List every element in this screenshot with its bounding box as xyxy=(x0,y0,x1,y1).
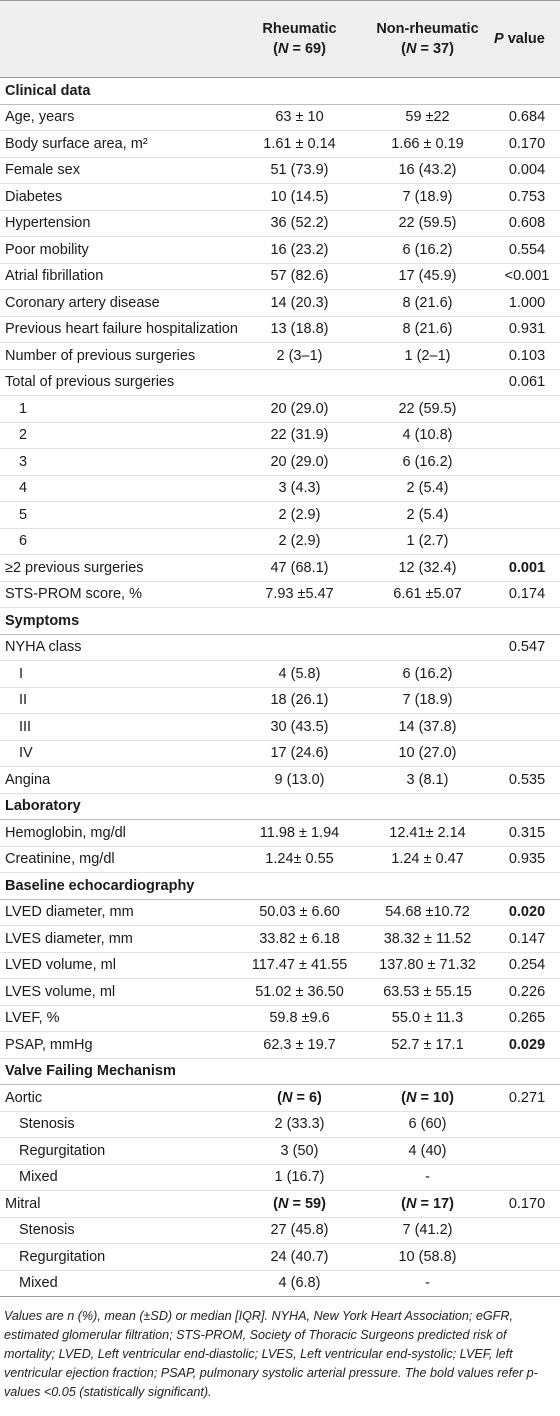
nonrheumatic-value: (N = 17) xyxy=(361,1191,494,1218)
table-row xyxy=(0,343,560,370)
table-row xyxy=(0,767,560,794)
p-value xyxy=(494,1111,560,1138)
rheumatic-value: 57 (82.6) xyxy=(238,263,361,290)
row-label: Atrial fibrillation xyxy=(0,263,238,290)
rheumatic-value: 11.98 ± 1.94 xyxy=(238,820,361,847)
rheumatic-value: 47 (68.1) xyxy=(238,555,361,582)
nonrheumatic-value: (N = 10) xyxy=(361,1085,494,1112)
p-value xyxy=(494,1138,560,1165)
p-value: 0.608 xyxy=(494,210,560,237)
row-label: IV xyxy=(0,740,238,767)
table-row xyxy=(0,926,560,953)
nonrheumatic-value: 6 (16.2) xyxy=(361,449,494,476)
p-value: <0.001 xyxy=(494,263,560,290)
p-value xyxy=(494,687,560,714)
rheumatic-value: 33.82 ± 6.18 xyxy=(238,926,361,953)
nonrheumatic-value: 1 (2–1) xyxy=(361,343,494,370)
p-value: 0.931 xyxy=(494,316,560,343)
p-value xyxy=(494,502,560,529)
p-value: 0.147 xyxy=(494,926,560,953)
rheumatic-value: 62.3 ± 19.7 xyxy=(238,1032,361,1059)
table-row xyxy=(0,422,560,449)
rheumatic-value: 30 (43.5) xyxy=(238,714,361,741)
row-label: Total of previous surgeries xyxy=(0,369,238,396)
p-value: 0.547 xyxy=(494,634,560,661)
p-value xyxy=(494,1244,560,1271)
nonrheumatic-value: 3 (8.1) xyxy=(361,767,494,794)
table-row xyxy=(0,1164,560,1191)
table-row xyxy=(0,475,560,502)
p-value xyxy=(494,740,560,767)
row-label: Stenosis xyxy=(0,1217,238,1244)
p-value xyxy=(494,1164,560,1191)
nonrheumatic-value: 8 (21.6) xyxy=(361,290,494,317)
nonrheumatic-value: 2 (5.4) xyxy=(361,475,494,502)
nonrheumatic-value: - xyxy=(361,1270,494,1297)
section-header-row xyxy=(0,873,560,900)
table-row xyxy=(0,952,560,979)
row-label: 3 xyxy=(0,449,238,476)
table-row xyxy=(0,1217,560,1244)
header-rheumatic xyxy=(238,1,361,78)
nonrheumatic-value: 10 (27.0) xyxy=(361,740,494,767)
rheumatic-value: 16 (23.2) xyxy=(238,237,361,264)
p-value: 0.170 xyxy=(494,1191,560,1218)
row-label: LVES volume, ml xyxy=(0,979,238,1006)
table-row xyxy=(0,846,560,873)
table-row xyxy=(0,714,560,741)
row-label: NYHA class xyxy=(0,634,238,661)
nonrheumatic-value: 4 (10.8) xyxy=(361,422,494,449)
header-rheumatic-n: (N = 69) xyxy=(273,41,326,57)
nonrheumatic-value: 14 (37.8) xyxy=(361,714,494,741)
nonrheumatic-value: 7 (41.2) xyxy=(361,1217,494,1244)
row-label: Hemoglobin, mg/dl xyxy=(0,820,238,847)
header-variable xyxy=(0,1,238,78)
p-value xyxy=(494,1217,560,1244)
table-row xyxy=(0,1138,560,1165)
p-value: 0.265 xyxy=(494,1005,560,1032)
row-label: LVES diameter, mm xyxy=(0,926,238,953)
row-label: Body surface area, m² xyxy=(0,131,238,158)
p-value: 0.170 xyxy=(494,131,560,158)
rheumatic-value: 59.8 ±9.6 xyxy=(238,1005,361,1032)
p-value xyxy=(494,449,560,476)
table-row xyxy=(0,581,560,608)
rheumatic-value: 24 (40.7) xyxy=(238,1244,361,1271)
p-value xyxy=(494,1270,560,1297)
nonrheumatic-value: 38.32 ± 11.52 xyxy=(361,926,494,953)
rheumatic-value: 117.47 ± 41.55 xyxy=(238,952,361,979)
rheumatic-value: 22 (31.9) xyxy=(238,422,361,449)
section-header-row xyxy=(0,793,560,820)
row-label: Poor mobility xyxy=(0,237,238,264)
section-title: Clinical data xyxy=(0,78,560,105)
rheumatic-value: 10 (14.5) xyxy=(238,184,361,211)
nonrheumatic-value xyxy=(361,369,494,396)
row-label: LVED volume, ml xyxy=(0,952,238,979)
rheumatic-value: (N = 59) xyxy=(238,1191,361,1218)
nonrheumatic-value: 4 (40) xyxy=(361,1138,494,1165)
row-label: Regurgitation xyxy=(0,1244,238,1271)
rheumatic-value: 63 ± 10 xyxy=(238,104,361,131)
nonrheumatic-value: 17 (45.9) xyxy=(361,263,494,290)
p-value: 1.000 xyxy=(494,290,560,317)
section-title: Valve Failing Mechanism xyxy=(0,1058,560,1085)
rheumatic-value: 20 (29.0) xyxy=(238,449,361,476)
row-label: Mixed xyxy=(0,1270,238,1297)
nonrheumatic-value: 59 ±22 xyxy=(361,104,494,131)
table-row xyxy=(0,555,560,582)
p-value: 0.103 xyxy=(494,343,560,370)
nonrheumatic-value: 54.68 ±10.72 xyxy=(361,899,494,926)
table-row xyxy=(0,316,560,343)
nonrheumatic-value: 6 (16.2) xyxy=(361,661,494,688)
table-row xyxy=(0,1111,560,1138)
table-row xyxy=(0,1191,560,1218)
rheumatic-value: 1 (16.7) xyxy=(238,1164,361,1191)
table-row xyxy=(0,131,560,158)
nonrheumatic-value: 6.61 ±5.07 xyxy=(361,581,494,608)
p-value: 0.004 xyxy=(494,157,560,184)
table-row xyxy=(0,369,560,396)
section-header-row xyxy=(0,608,560,635)
rheumatic-value: 1.24± 0.55 xyxy=(238,846,361,873)
nonrheumatic-value: 52.7 ± 17.1 xyxy=(361,1032,494,1059)
p-value xyxy=(494,396,560,423)
rheumatic-value: 27 (45.8) xyxy=(238,1217,361,1244)
p-value xyxy=(494,475,560,502)
nonrheumatic-value: 137.80 ± 71.32 xyxy=(361,952,494,979)
table-body xyxy=(0,78,560,1297)
rheumatic-value: 3 (4.3) xyxy=(238,475,361,502)
table-row xyxy=(0,979,560,1006)
nonrheumatic-value: 6 (60) xyxy=(361,1111,494,1138)
table-row xyxy=(0,210,560,237)
row-label: Regurgitation xyxy=(0,1138,238,1165)
rheumatic-value: 50.03 ± 6.60 xyxy=(238,899,361,926)
table-row xyxy=(0,1270,560,1297)
table-row xyxy=(0,1244,560,1271)
p-value xyxy=(494,661,560,688)
rheumatic-value: 20 (29.0) xyxy=(238,396,361,423)
table-row xyxy=(0,237,560,264)
nonrheumatic-value: 63.53 ± 55.15 xyxy=(361,979,494,1006)
table-row xyxy=(0,449,560,476)
rheumatic-value: 4 (6.8) xyxy=(238,1270,361,1297)
table-row xyxy=(0,502,560,529)
row-label: Hypertension xyxy=(0,210,238,237)
p-value: 0.535 xyxy=(494,767,560,794)
nonrheumatic-value: 10 (58.8) xyxy=(361,1244,494,1271)
section-title: Symptoms xyxy=(0,608,560,635)
table-row xyxy=(0,528,560,555)
table-row xyxy=(0,290,560,317)
nonrheumatic-value: 1 (2.7) xyxy=(361,528,494,555)
row-label: 5 xyxy=(0,502,238,529)
row-label: III xyxy=(0,714,238,741)
nonrheumatic-value: 22 (59.5) xyxy=(361,396,494,423)
rheumatic-value: 2 (33.3) xyxy=(238,1111,361,1138)
p-value: 0.174 xyxy=(494,581,560,608)
section-header-row xyxy=(0,1058,560,1085)
row-label: Diabetes xyxy=(0,184,238,211)
nonrheumatic-value: 12.41± 2.14 xyxy=(361,820,494,847)
nonrheumatic-value: 8 (21.6) xyxy=(361,316,494,343)
row-label: STS-PROM score, % xyxy=(0,581,238,608)
rheumatic-value: 14 (20.3) xyxy=(238,290,361,317)
row-label: Age, years xyxy=(0,104,238,131)
p-value: 0.935 xyxy=(494,846,560,873)
table-row xyxy=(0,740,560,767)
p-value: 0.271 xyxy=(494,1085,560,1112)
nonrheumatic-value: 12 (32.4) xyxy=(361,555,494,582)
table-row xyxy=(0,396,560,423)
header-rheumatic-label: Rheumatic xyxy=(262,21,337,37)
rheumatic-value: 2 (2.9) xyxy=(238,502,361,529)
table-row xyxy=(0,104,560,131)
row-label: Mitral xyxy=(0,1191,238,1218)
row-label: PSAP, mmHg xyxy=(0,1032,238,1059)
p-value: 0.753 xyxy=(494,184,560,211)
table-row xyxy=(0,1085,560,1112)
table-row xyxy=(0,1005,560,1032)
p-value: 0.684 xyxy=(494,104,560,131)
row-label: Coronary artery disease xyxy=(0,290,238,317)
header-p-value: P value xyxy=(494,1,560,78)
nonrheumatic-value: 1.66 ± 0.19 xyxy=(361,131,494,158)
p-value: 0.029 xyxy=(494,1032,560,1059)
p-value xyxy=(494,714,560,741)
nonrheumatic-value xyxy=(361,634,494,661)
table-row xyxy=(0,661,560,688)
section-header-row xyxy=(0,78,560,105)
nonrheumatic-value: 6 (16.2) xyxy=(361,237,494,264)
section-title: Baseline echocardiography xyxy=(0,873,560,900)
nonrheumatic-value: 7 (18.9) xyxy=(361,687,494,714)
row-label: Number of previous surgeries xyxy=(0,343,238,370)
rheumatic-value: 9 (13.0) xyxy=(238,767,361,794)
table-row xyxy=(0,687,560,714)
rheumatic-value: (N = 6) xyxy=(238,1085,361,1112)
row-label: Aortic xyxy=(0,1085,238,1112)
table-row xyxy=(0,820,560,847)
row-label: Previous heart failure hospitalization xyxy=(0,316,238,343)
header-nonrheumatic-label: Non-rheumatic xyxy=(376,21,479,37)
rheumatic-value: 1.61 ± 0.14 xyxy=(238,131,361,158)
rheumatic-value: 7.93 ±5.47 xyxy=(238,581,361,608)
row-label: 1 xyxy=(0,396,238,423)
rheumatic-value: 2 (2.9) xyxy=(238,528,361,555)
row-label: LVEF, % xyxy=(0,1005,238,1032)
p-value: 0.061 xyxy=(494,369,560,396)
section-title: Laboratory xyxy=(0,793,560,820)
nonrheumatic-value: 1.24 ± 0.47 xyxy=(361,846,494,873)
p-value: 0.315 xyxy=(494,820,560,847)
rheumatic-value: 36 (52.2) xyxy=(238,210,361,237)
header-row xyxy=(0,1,560,78)
rheumatic-value: 51.02 ± 36.50 xyxy=(238,979,361,1006)
p-value xyxy=(494,422,560,449)
table-row xyxy=(0,184,560,211)
row-label: Female sex xyxy=(0,157,238,184)
rheumatic-value: 17 (24.6) xyxy=(238,740,361,767)
p-value: 0.226 xyxy=(494,979,560,1006)
rheumatic-value: 18 (26.1) xyxy=(238,687,361,714)
rheumatic-value: 51 (73.9) xyxy=(238,157,361,184)
rheumatic-value xyxy=(238,634,361,661)
row-label: 6 xyxy=(0,528,238,555)
row-label: I xyxy=(0,661,238,688)
nonrheumatic-value: 2 (5.4) xyxy=(361,502,494,529)
nonrheumatic-value: 16 (43.2) xyxy=(361,157,494,184)
p-value xyxy=(494,528,560,555)
row-label: Stenosis xyxy=(0,1111,238,1138)
rheumatic-value: 2 (3–1) xyxy=(238,343,361,370)
p-value: 0.020 xyxy=(494,899,560,926)
table-header xyxy=(0,1,560,78)
p-value: 0.001 xyxy=(494,555,560,582)
rheumatic-value xyxy=(238,369,361,396)
table-row xyxy=(0,634,560,661)
row-label: II xyxy=(0,687,238,714)
row-label: ≥2 previous surgeries xyxy=(0,555,238,582)
row-label: Mixed xyxy=(0,1164,238,1191)
header-nonrheumatic-n: (N = 37) xyxy=(401,41,454,57)
table-footnote: Values are n (%), mean (±SD) or median [IQR]. NYHA, New York Heart Association; eGFR, estimated glomerular filtration; STS-PROM, Society of Thoracic Surgeons predicted risk of mortality; LVED, Left ventricular end-diastolic; LVES, Left ventricular end-systolic; LVEF, left ventricular ejection fraction; PSAP, pulmonary systolic arterial pressure. The bold values refer p-values <0.05 (statistically significant). xyxy=(4,1309,538,1399)
p-value: 0.254 xyxy=(494,952,560,979)
nonrheumatic-value: 55.0 ± 11.3 xyxy=(361,1005,494,1032)
row-label: 4 xyxy=(0,475,238,502)
row-label: LVED diameter, mm xyxy=(0,899,238,926)
table-row xyxy=(0,1032,560,1059)
table-row xyxy=(0,899,560,926)
row-label: 2 xyxy=(0,422,238,449)
table-row xyxy=(0,157,560,184)
row-label: Angina xyxy=(0,767,238,794)
nonrheumatic-value: 7 (18.9) xyxy=(361,184,494,211)
table-row xyxy=(0,263,560,290)
rheumatic-value: 4 (5.8) xyxy=(238,661,361,688)
nonrheumatic-value: 22 (59.5) xyxy=(361,210,494,237)
nonrheumatic-value: - xyxy=(361,1164,494,1191)
rheumatic-value: 3 (50) xyxy=(238,1138,361,1165)
p-value: 0.554 xyxy=(494,237,560,264)
header-nonrheumatic xyxy=(361,1,494,78)
row-label: Creatinine, mg/dl xyxy=(0,846,238,873)
rheumatic-value: 13 (18.8) xyxy=(238,316,361,343)
